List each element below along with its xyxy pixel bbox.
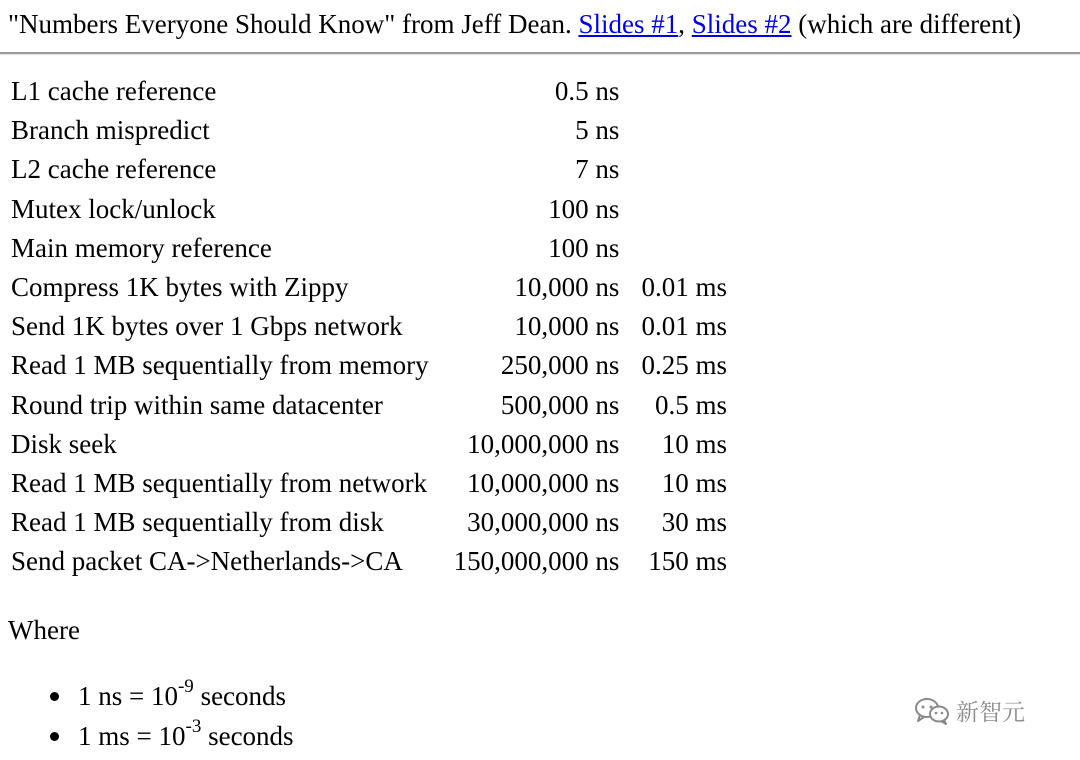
nanoseconds-cell: 250,000 ns xyxy=(500,350,620,381)
milliseconds-cell xyxy=(625,229,727,268)
page-header xyxy=(8,6,1021,42)
nanoseconds-cell: 100 ns xyxy=(548,193,620,224)
operation-cell: Main memory reference xyxy=(11,232,272,263)
table-row xyxy=(10,503,727,542)
unit-prefix: 1 ms = 10 xyxy=(78,721,186,751)
operation-cell: Send packet CA->Netherlands->CA xyxy=(11,546,403,577)
units-list xyxy=(0,676,294,756)
list-item xyxy=(78,676,294,716)
nanoseconds-cell: 10,000,000 ns xyxy=(467,467,620,498)
milliseconds-cell: 0.01 ms xyxy=(641,272,727,303)
nanoseconds-cell: 100 ns xyxy=(548,232,620,263)
milliseconds-cell xyxy=(625,72,727,111)
operation-cell: Branch mispredict xyxy=(11,115,210,146)
slides-2-link[interactable]: Slides #2 xyxy=(691,9,792,39)
operation-cell: Round trip within same datacenter xyxy=(11,389,383,420)
table-row xyxy=(10,425,727,464)
operation-cell: Read 1 MB sequentially from memory xyxy=(11,350,429,381)
nanoseconds-cell: 30,000,000 ns xyxy=(467,507,620,538)
bullet-icon xyxy=(50,732,59,741)
nanoseconds-cell: 5 ns xyxy=(575,115,620,146)
unit-exponent: -9 xyxy=(177,676,194,697)
watermark-text: 新智元 xyxy=(956,700,1025,726)
milliseconds-cell xyxy=(625,111,727,150)
operation-cell: Read 1 MB sequentially from disk xyxy=(11,507,384,538)
milliseconds-cell xyxy=(625,190,727,229)
list-item xyxy=(78,716,294,756)
nanoseconds-cell: 10,000,000 ns xyxy=(467,428,620,459)
table-row xyxy=(10,150,727,189)
bullet-icon xyxy=(50,692,59,701)
milliseconds-cell: 30 ms xyxy=(661,507,727,538)
watermark xyxy=(914,694,1025,727)
table-row xyxy=(10,542,727,581)
nanoseconds-cell: 500,000 ns xyxy=(500,389,620,420)
quote-close: " xyxy=(384,9,396,39)
table-row xyxy=(10,190,727,229)
latency-table xyxy=(4,72,733,581)
nanoseconds-cell: 150,000,000 ns xyxy=(453,546,620,577)
nanoseconds-cell: 10,000 ns xyxy=(514,311,620,342)
attribution: from Jeff Dean. xyxy=(395,9,579,39)
quote-open: " xyxy=(8,9,20,39)
header-note: (which are different) xyxy=(791,9,1022,39)
slides-1-link[interactable]: Slides #1 xyxy=(578,9,679,39)
table-row xyxy=(10,268,727,307)
unit-exponent: -3 xyxy=(185,716,202,737)
milliseconds-cell: 10 ms xyxy=(661,428,727,459)
table-row xyxy=(10,346,727,385)
milliseconds-cell: 150 ms xyxy=(648,546,727,577)
unit-suffix: seconds xyxy=(201,721,294,751)
operation-cell: Send 1K bytes over 1 Gbps network xyxy=(11,311,403,342)
milliseconds-cell xyxy=(625,150,727,189)
table-row xyxy=(10,307,727,346)
table-row xyxy=(10,386,727,425)
milliseconds-cell: 0.25 ms xyxy=(641,350,727,381)
operation-cell: Read 1 MB sequentially from network xyxy=(11,467,428,498)
operation-cell: Mutex lock/unlock xyxy=(11,193,216,224)
where-label: Where xyxy=(8,615,80,645)
table-row xyxy=(10,111,727,150)
latency-table-body xyxy=(10,72,727,581)
operation-cell: L1 cache reference xyxy=(11,76,217,107)
nanoseconds-cell: 7 ns xyxy=(575,154,620,185)
page-title: Numbers Everyone Should Know xyxy=(19,9,385,39)
wechat-icon xyxy=(914,696,950,726)
operation-cell: Compress 1K bytes with Zippy xyxy=(11,272,349,303)
horizontal-rule xyxy=(0,52,1080,55)
milliseconds-cell: 10 ms xyxy=(661,467,727,498)
table-row xyxy=(10,72,727,111)
operation-cell: L2 cache reference xyxy=(11,154,217,185)
link-separator: , xyxy=(678,9,692,39)
milliseconds-cell: 0.01 ms xyxy=(641,311,727,342)
unit-suffix: seconds xyxy=(193,681,287,711)
nanoseconds-cell: 10,000 ns xyxy=(514,272,620,303)
unit-prefix: 1 ns = 10 xyxy=(78,681,178,711)
milliseconds-cell: 0.5 ms xyxy=(654,389,727,420)
operation-cell: Disk seek xyxy=(11,428,117,459)
table-row xyxy=(10,229,727,268)
table-row xyxy=(10,464,727,503)
nanoseconds-cell: 0.5 ns xyxy=(554,76,620,107)
